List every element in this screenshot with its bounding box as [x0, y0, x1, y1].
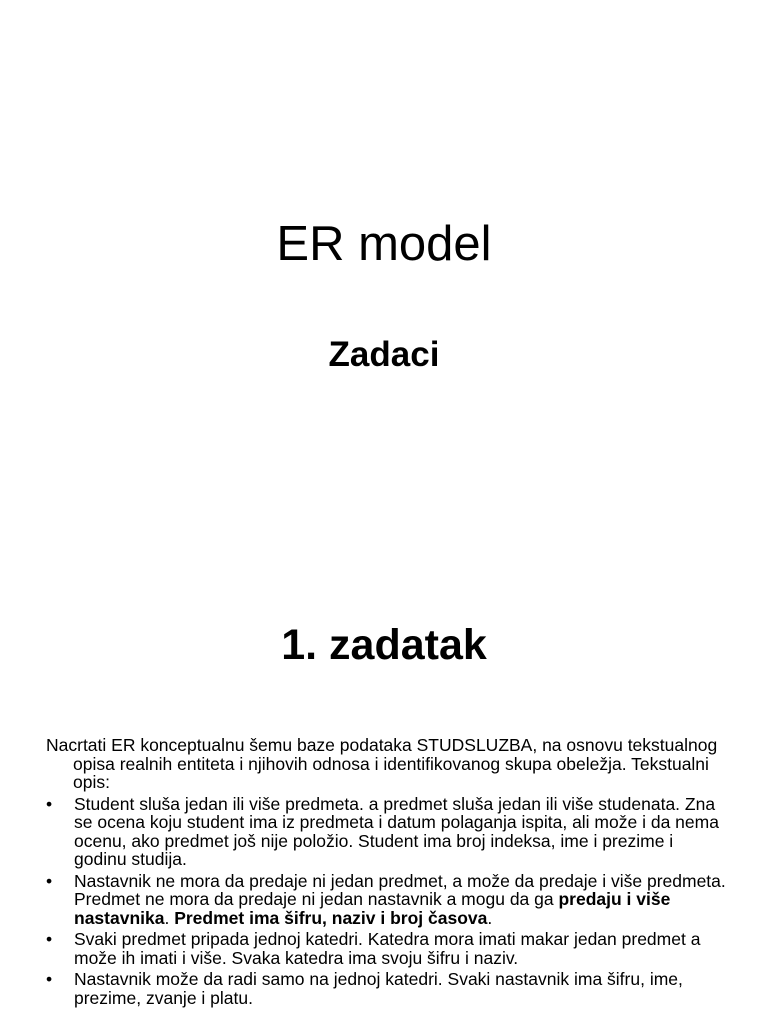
bullet-icon: • — [46, 870, 53, 891]
list-item-bold-text: predaju i više nastavnika — [74, 889, 671, 928]
list-item — [46, 795, 726, 869]
requirements-list — [46, 795, 726, 1008]
list-item-text: Student sluša jedan ili više predmeta. a predmet sluša jedan ili više studenata. Zna se ocena koju student ima iz predmeta i datum polaganja ispita, ali može i da nema ocenu, ako predmet još nije položio. Student ima broj indeksa, ime i prezime i godinu studija. — [74, 793, 719, 869]
bullet-icon: • — [46, 793, 53, 814]
bullet-icon: • — [46, 969, 53, 989]
list-item-text: Nastavnik ne mora da predaje ni jedan predmet, a može da predaje i više predmeta. Predmet ne mora da predaje ni jedan nastavnik a mogu da ga — [74, 870, 726, 909]
list-item-text: . — [487, 907, 493, 928]
list-item — [46, 970, 726, 1007]
task-intro: Nacrtati ER konceptualnu šemu baze podataka STUDSLUZBA, na osnovu tekstualnog opisa realnih entiteta i njihovih odnosa i identifikovanog skupa obeležja. Tekstualni opis: — [46, 735, 718, 792]
list-item-text: Nastavnik može da radi samo na jednoj katedri. Svaki nastavnik ima šifru, ime, prezime, zvanje i platu. — [74, 969, 683, 1008]
list-item — [46, 872, 726, 928]
slide-title: ER model — [276, 217, 492, 271]
list-item-text: Svaki predmet pripada jednoj katedri. Katedra mora imati makar jedan predmet a može ih imati i više. Svaka katedra ima svoju šifru i naziv. — [74, 929, 701, 968]
list-item-text: . — [164, 907, 175, 928]
bullet-icon: • — [46, 929, 53, 949]
task-title: 1. zadatak — [281, 621, 487, 669]
list-item-bold-text: Predmet ima šifru, naziv i broj časova — [174, 907, 488, 928]
task-description — [46, 736, 726, 1007]
list-item — [46, 930, 726, 967]
slide-subtitle: Zadaci — [328, 335, 440, 374]
